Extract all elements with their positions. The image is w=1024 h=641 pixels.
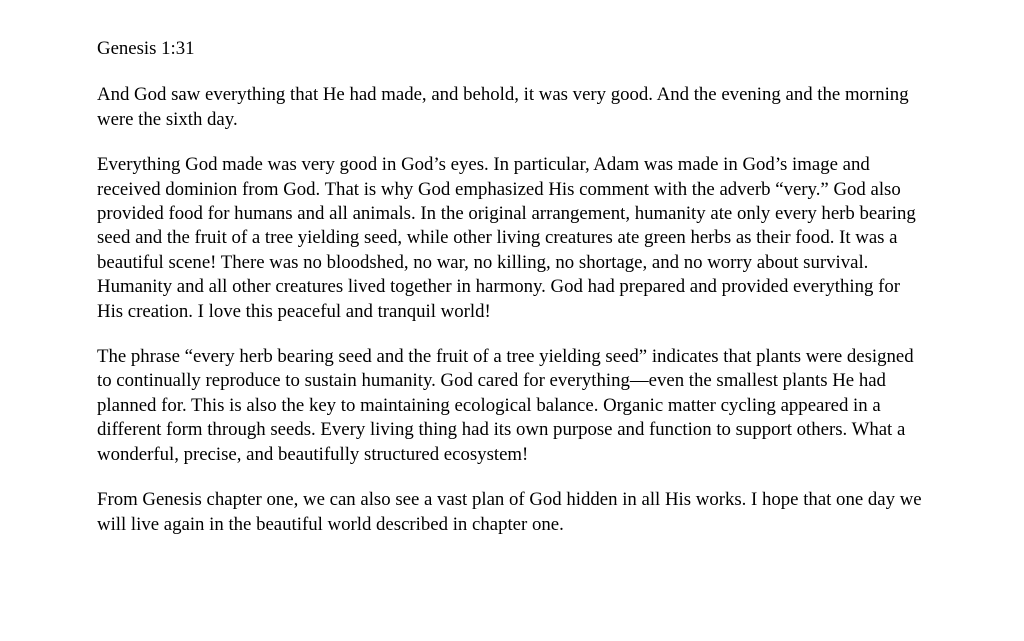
scripture-verse-paragraph: And God saw everything that He had made, and behold, it was very good. And the evening and the morning were the sixth day.: [97, 84, 909, 130]
reflection-paragraph-1: Everything God made was very good in God’s eyes. In particular, Adam was made in God’s image and received dominion from God. That is why God emphasized His comment with the adverb “very.” God also provided food for humans and all animals. In the original arrangement, humanity ate only every herb bearing seed and the fruit of a tree yielding seed, while other living creatures ate green herbs as their food. It was a beautiful scene! There was no bloodshed, no war, no killing, no shortage, and no worry about survival. Humanity and all other creatures lived together in harmony. God had prepared and provided everything for His creation. I love this peaceful and tranquil world!: [97, 154, 916, 322]
reflection-paragraph-2: The phrase “every herb bearing seed and the fruit of a tree yielding seed” indicates that plants were designed to continually reproduce to sustain humanity. God cared for everything—even the smallest plants He had planned for. This is also the key to maintaining ecological balance. Organic matter cycling appeared in a different form through seeds. Every living thing had its own purpose and function to support others. What a wonderful, precise, and beautifully structured ecosystem!: [97, 346, 914, 465]
document-body: [97, 37, 927, 558]
reflection-paragraph-3: From Genesis chapter one, we can also see a vast plan of God hidden in all His works. I hope that one day we will live again in the beautiful world described in chapter one.: [97, 489, 922, 535]
scripture-reference: Genesis 1:31: [97, 38, 195, 59]
